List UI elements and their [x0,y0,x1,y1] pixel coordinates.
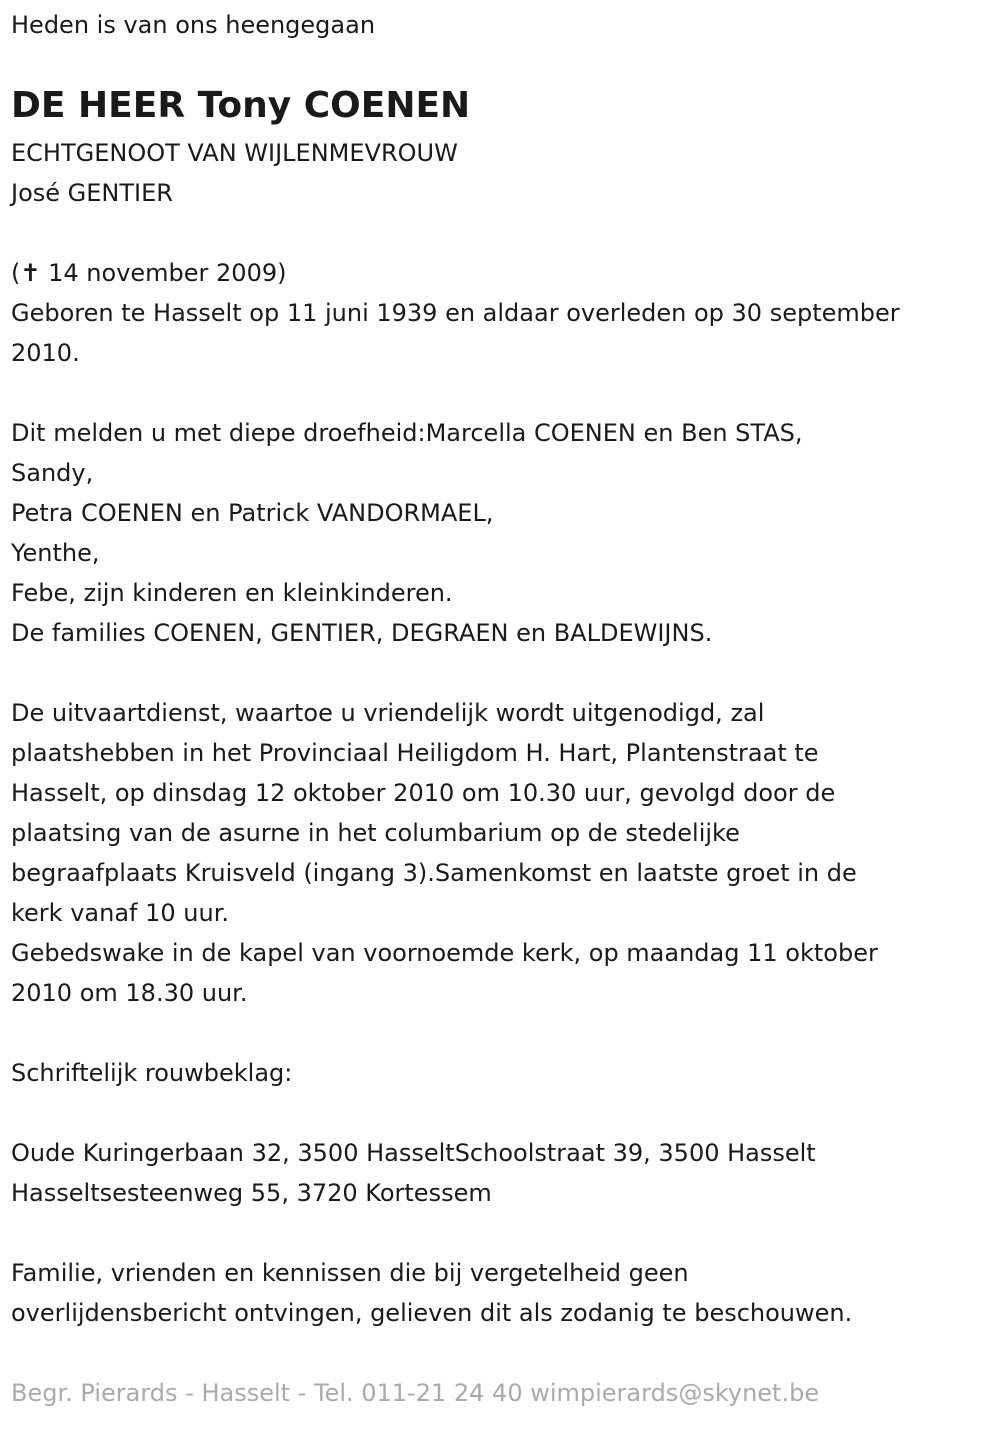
announcer-line: Sandy, [11,459,94,487]
service-line: Gebedswake in de kapel van voornoemde kerk, op maandag 11 oktober [11,939,878,967]
condolence-label: Schriftelijk rouwbeklag: [11,1059,293,1087]
birth-death-line: Geboren te Hasselt op 11 juni 1939 en aldaar overleden op 30 september [11,299,900,327]
announcer-line: Petra COENEN en Patrick VANDORMAEL, [11,499,494,527]
service-line: De uitvaartdienst, waartoe u vriendelijk wordt uitgenodigd, zal [11,699,765,727]
service-line: begraafplaats Kruisveld (ingang 3).Samenkomst en laatste groet in de [11,859,857,887]
spouse-line-1: ECHTGENOOT VAN WIJLENMEVROUW [11,139,458,167]
deceased-name: DE HEER Tony COENEN [11,85,471,126]
funeral-home-footer: Begr. Pierards - Hasselt - Tel. 011-21 24 40 wimpierards@skynet.be [11,1379,820,1407]
birth-death-line: 2010. [11,339,80,367]
address-line: Oude Kuringerbaan 32, 3500 HasseltSchoolstraat 39, 3500 Hasselt [11,1139,816,1167]
spouse-death-open: ( [11,259,21,287]
closing-line: overlijdensbericht ontvingen, gelieven dit als zodanig te beschouwen. [11,1299,853,1327]
spouse-line-2: José GENTIER [11,179,173,207]
intro-text: Heden is van ons heengegaan [11,11,376,39]
closing-line: Familie, vrienden en kennissen die bij vergetelheid geen [11,1259,689,1287]
service-line: Hasselt, op dinsdag 12 oktober 2010 om 10.30 uur, gevolgd door de [11,779,836,807]
service-line: kerk vanaf 10 uur. [11,899,229,927]
spouse-death-date-text: 14 november 2009) [48,259,287,287]
announcer-line: Yenthe, [11,539,100,567]
service-line: plaatsing van de asurne in het columbarium op de stedelijke [11,819,740,847]
announcer-line: De families COENEN, GENTIER, DEGRAEN en BALDEWIJNS. [11,619,713,647]
service-line: 2010 om 18.30 uur. [11,979,248,1007]
spouse-death-date [11,258,286,288]
address-line: Hasseltsesteenweg 55, 3720 Kortessem [11,1179,492,1207]
announcer-line: Febe, zijn kinderen en kleinkinderen. [11,579,453,607]
service-line: plaatshebben in het Provinciaal Heiligdom H. Hart, Plantenstraat te [11,739,819,767]
cross-icon: ✝ [20,259,41,287]
announcer-line: Dit melden u met diepe droefheid:Marcella COENEN en Ben STAS, [11,419,803,447]
